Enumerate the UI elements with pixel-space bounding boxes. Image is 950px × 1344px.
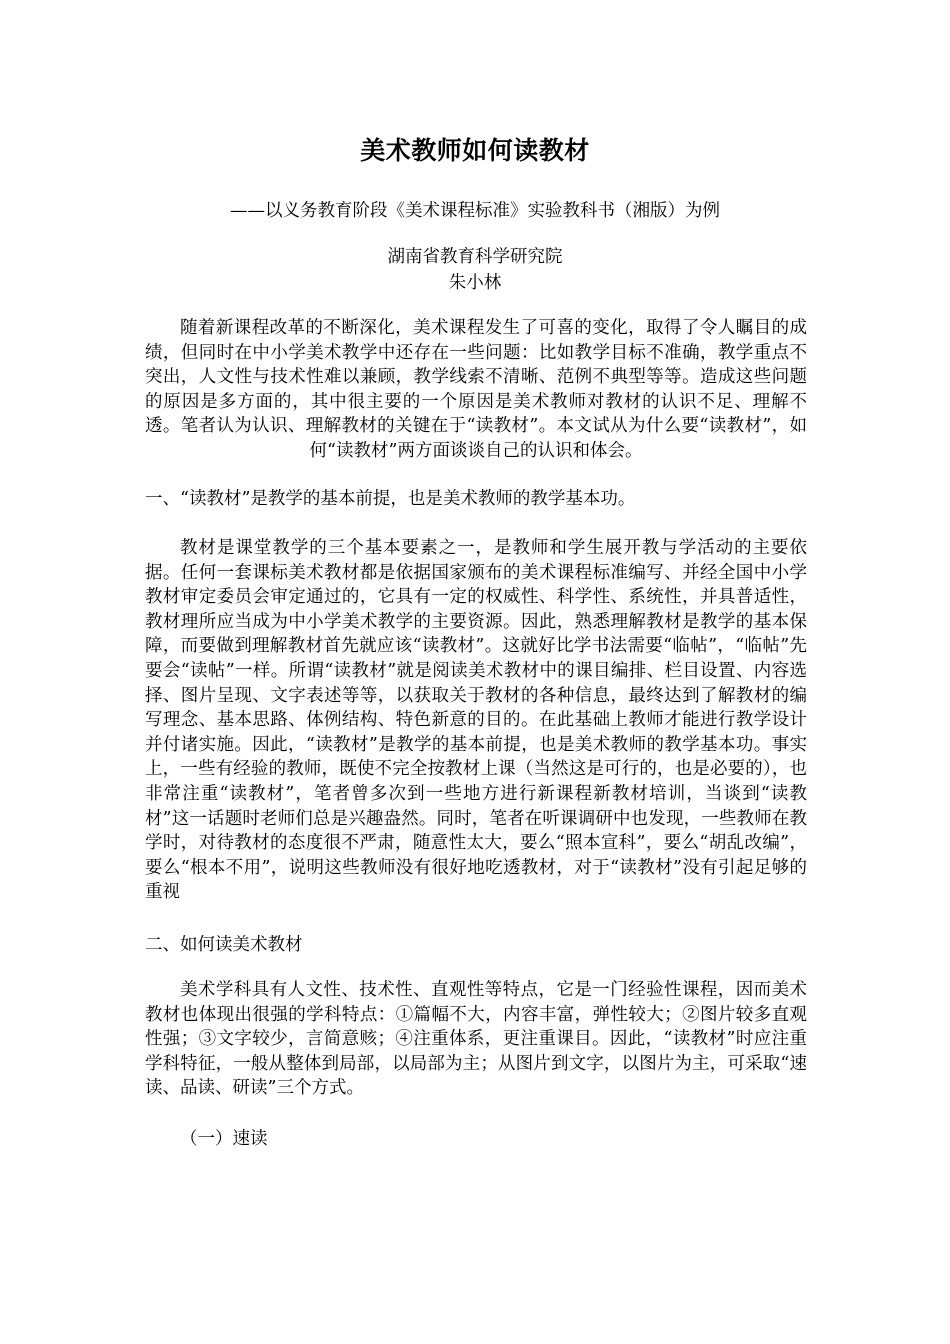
- section2-paragraph: 美术学科具有人文性、技术性、直观性等特点，它是一门经验性课程，因而美术教材也体现出很强的学科特点：①篇幅不大，内容丰富，弹性较大；②图片较多直观性强；③文字较少，言简意赅；④注重体系，更注重课目。因此，“读教材”时应注重学科特征，一般从整体到局部，以局部为主；从图片到文字，以图片为主，可采取“速读、品读、研读”三个方式。: [145, 980, 807, 1099]
- subsection1-heading: （一）速读: [180, 1129, 268, 1149]
- section1-heading: 一、“读教材”是教学的基本前提，也是美术教师的教学基本功。: [145, 489, 636, 509]
- author-name: 朱小林: [448, 273, 502, 293]
- intro-paragraph: 随着新课程改革的不断深化，美术课程发生了可喜的变化，取得了令人瞩目的成绩，但同时在中小学美术教学中还存在一些问题：比如教学目标不准确，教学重点不突出，人文性与技术性难以兼顾，教学线索不清晰、范例不典型等等。造成这些问题的原因是多方面的，其中很主要的一个原因是美术教师对教材的认识不足、理解不透。笔者认为认识、理解教材的关键在于“读教材”。本文试从为什么要“读教材”，如何“读教材”两方面谈谈自己的认识和体会。: [145, 318, 807, 461]
- section1-paragraph: 教材是课堂教学的三个基本要素之一，是教师和学生展开教与学活动的主要依据。任何一套课标美术教材都是依据国家颁布的美术课程标准编写、并经全国中小学教材审定委员会审定通过的，它具有一定的权威性、科学性、系统性，并具普适性，教材理所应当成为中小学美术教学的主要资源。因此，熟悉理解教材是教学的基本保障，而要做到理解教材首先就应该“读教材”。这就好比学书法需要“临帖”，“临帖”先要会“读帖”一样。所谓“读教材”就是阅读美术教材中的课目编排、栏目设置、内容选择、图片呈现、文字表述等等，以获取关于教材的各种信息，最终达到了解教材的编写理念、基本思路、体例结构、特色新意的目的。在此基础上教师才能进行教学设计并付诸实施。因此，“读教材”是教学的基本前提，也是美术教师的教学基本功。事实上，一些有经验的教师，既使不完全按教材上课（当然这是可行的，也是必要的），也非常注重“读教材”，笔者曾多次到一些地方进行新课程新教材培训，当谈到“读教材”这一话题时老师们总是兴趣盎然。同时，笔者在听课调研中也发现，一些教师在教学时，对待教材的态度很不严肃，随意性太大，要么“照本宣科”，要么“胡乱改编”，要么“根本不用”，说明这些教师没有很好地吃透教材，对于“读教材”没有引起足够的重视: [145, 538, 807, 903]
- author-affiliation: 湖南省教育科学研究院: [387, 247, 563, 267]
- document-subtitle: ——以义务教育阶段《美术课程标准》实验教科书（湘版）为例: [230, 201, 720, 221]
- document-title: 美术教师如何读教材: [360, 136, 590, 165]
- section2-heading: 二、如何读美术教材: [145, 935, 303, 955]
